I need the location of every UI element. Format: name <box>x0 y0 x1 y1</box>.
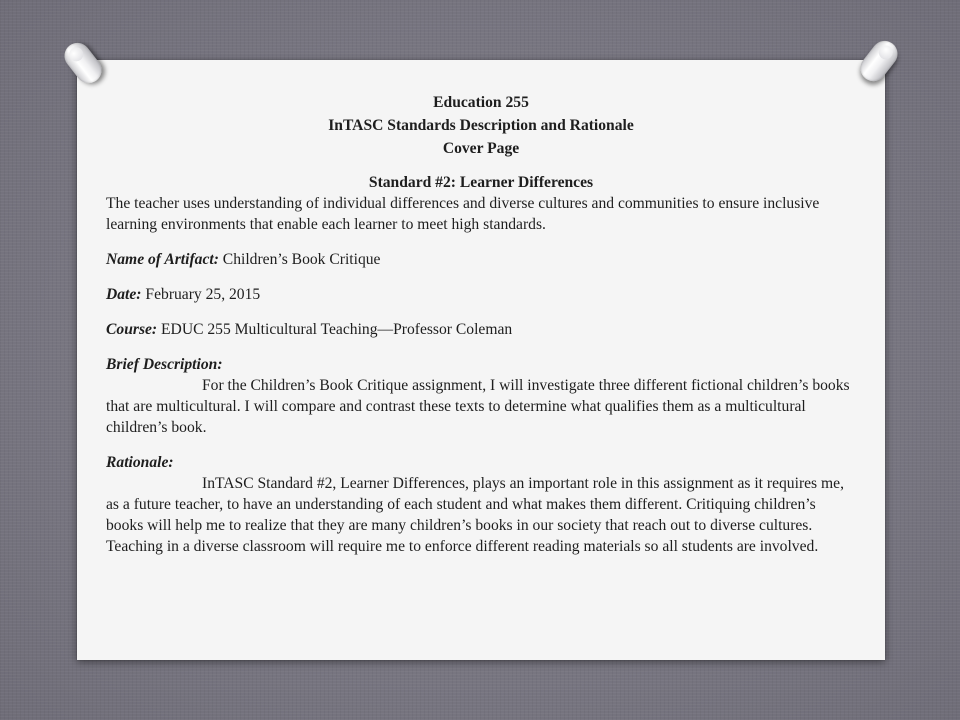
course-label: Course: <box>106 321 158 338</box>
artifact-label: Name of Artifact: <box>106 251 219 268</box>
standard-description: The teacher uses understanding of individual differences and diverse cultures and communities to ensure inclusive learning environments that enable each learner to meet high standards. <box>106 195 820 233</box>
document-subtitle: Cover Page <box>442 140 520 157</box>
course-value: EDUC 255 Multicultural Teaching—Professor Coleman <box>161 321 513 338</box>
artifact-row <box>106 249 856 270</box>
date-row <box>106 284 856 305</box>
rationale-text-row <box>106 473 856 557</box>
course-title: Education 255 <box>433 94 529 111</box>
date-value: February 25, 2015 <box>145 286 261 303</box>
standard-heading: Standard #2: Learner Differences <box>368 174 594 191</box>
artifact-value: Children’s Book Critique <box>222 251 381 268</box>
date-label: Date: <box>106 286 142 303</box>
rationale-heading: Rationale: <box>106 454 174 471</box>
document-title: InTASC Standards Description and Rationale <box>328 117 634 134</box>
brief-description-label <box>106 354 856 375</box>
course-row <box>106 319 856 340</box>
document-body <box>106 91 856 557</box>
rationale-text: InTASC Standard #2, Learner Differences, plays an important role in this assignment as it requires me, as a future teacher, to have an understanding of each student and what makes them different. Critiquing children’s books will help me to realize that they are many children’s books in our society that reach out to diverse cultures. Teaching in a diverse classroom will require me to enforce different reading materials so all students are involved. <box>106 475 844 555</box>
brief-description-text: For the Children’s Book Critique assignment, I will investigate three different fictional children’s books that are multicultural. I will compare and contrast these texts to determine what qualifies them as a multicultural children’s book. <box>106 377 850 436</box>
brief-description-heading: Brief Description: <box>106 356 223 373</box>
rationale-label <box>106 452 856 473</box>
brief-description-text-row <box>106 375 856 438</box>
